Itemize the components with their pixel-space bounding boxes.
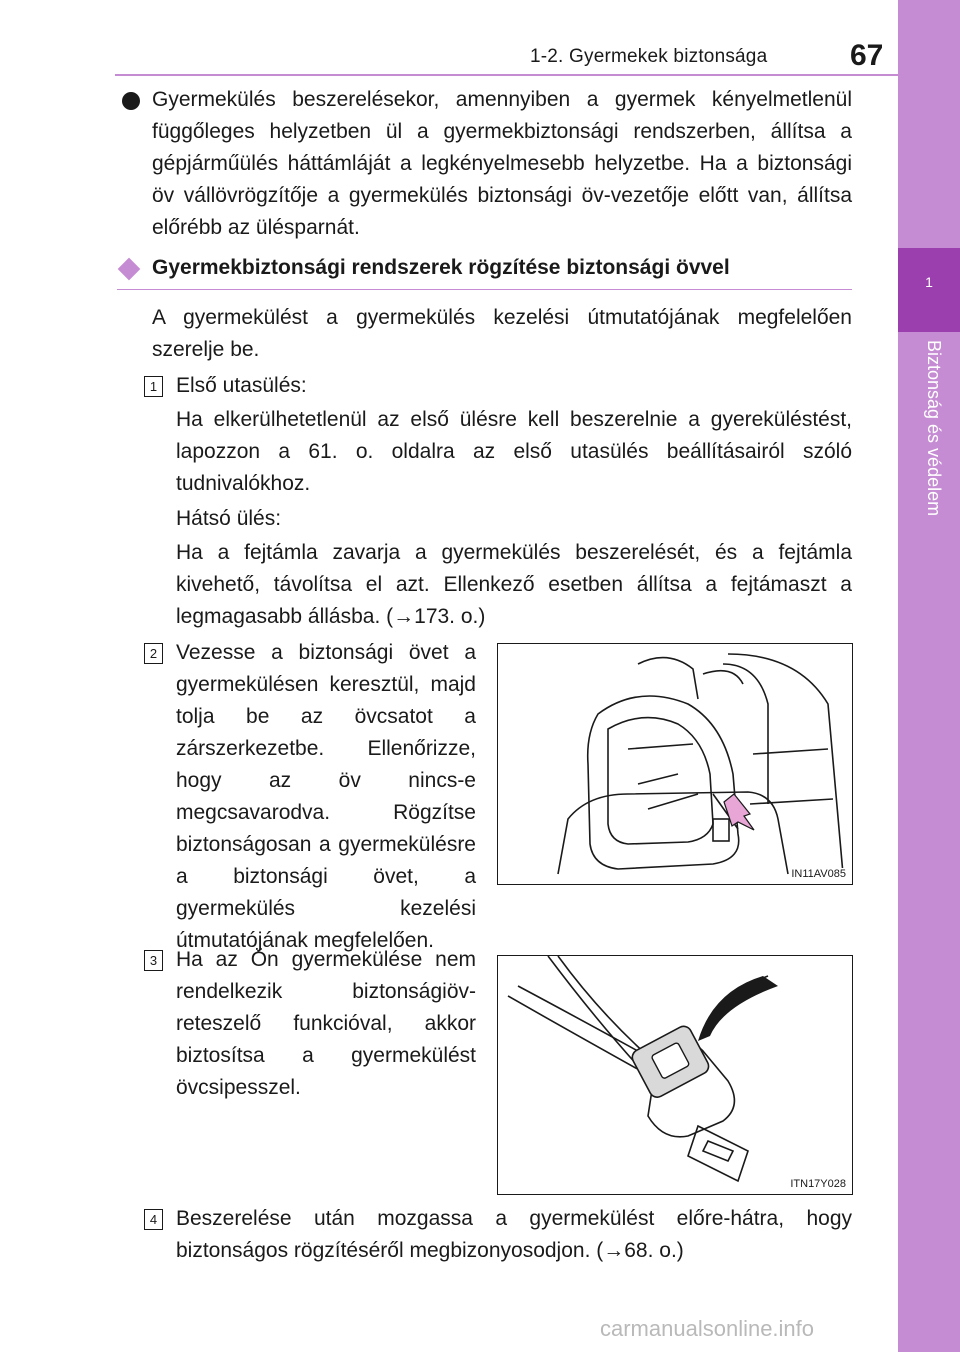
step-1-title: Első utasülés: bbox=[176, 374, 307, 397]
section-heading: Gyermekbiztonsági rendszerek rögzítése biztonsági övvel bbox=[152, 256, 730, 279]
header-divider bbox=[115, 74, 898, 76]
chapter-title-vertical: Biztonság és védelem bbox=[924, 340, 944, 517]
child-seat-illustration bbox=[498, 644, 852, 884]
intro-bullet-text: Gyermekülés beszerelésekor, amennyiben a gyermek kényelmetlenül függőleges helyzetben ül a gyermekbiztonsági rendszerben, állítsa a gépjárműülés háttámláját a legkényelmesebb helyzetbe. Ha a biztonsági öv vállövrögzítője a gyermekülés biztonsági öv-vezetője előtt van, állítsa előrébb az ülésparnát. bbox=[152, 88, 852, 239]
chapter-number-tab[interactable]: 1 bbox=[898, 248, 960, 332]
step-1-rear-text: Ha a fejtámla zavarja a gyermekülés beszerelését, és a fejtámla kivehető, távolítsa el azt. Ellenkező esetben állítsa a fejtámaszt a legmagasabb állásba. (→173. o.) bbox=[176, 541, 852, 628]
step-number-box: 4 bbox=[144, 1209, 163, 1230]
step-4-text: Beszerelése után mozgassa a gyermekülést előre-hátra, hogy biztonságos rögzítéséről megbizonyosodjon. (→68. o.) bbox=[176, 1207, 852, 1262]
chapter-side-tab bbox=[898, 0, 960, 1352]
step-1-text: Ha elkerülhetetlenül az első ülésre kell beszerelnie a gyereküléstést, lapozzon a 61. o. oldalra az első utasülés beállításairól szóló tudnivalókhoz. bbox=[176, 408, 852, 495]
watermark: carmanualsonline.info bbox=[600, 1316, 815, 1341]
section-heading-underline bbox=[117, 289, 852, 290]
figure-code: ITN17Y028 bbox=[790, 1178, 846, 1190]
header-section-title: 1-2. Gyermekek biztonsága bbox=[530, 46, 768, 67]
child-seat-figure bbox=[497, 643, 853, 885]
step-1-rear-title: Hátsó ülés: bbox=[176, 507, 282, 530]
figure-code: IN11AV085 bbox=[791, 868, 846, 880]
diamond-icon bbox=[118, 258, 141, 281]
section-intro: A gyermekülést a gyermekülés kezelési útmutatójának megfelelően szerelje be. bbox=[152, 306, 852, 361]
step-2-text: Vezesse a biztonsági övet a gyermekülésen keresztül, majd tolja be az övcsatot a zárszerkezetbe. Ellenőrizze, hogy az öv nincs-e megcsavarodva. Rögzítse biztonságosan a gyermekülésre a biztonsági övet, a gyermekülés kezelési útmutatójának megfelelően. bbox=[176, 641, 476, 952]
locking-clip-figure bbox=[497, 955, 853, 1195]
step-number-box: 2 bbox=[144, 643, 163, 664]
step-number-box: 1 bbox=[144, 376, 163, 397]
step-3-text: Ha az Ön gyermekülése nem rendelkezik biztonságiöv-reteszelő funkcióval, akkor biztosítsa a gyermekülést övcsipesszel. bbox=[176, 948, 476, 1099]
locking-clip-illustration bbox=[498, 956, 852, 1194]
step-number-box: 3 bbox=[144, 950, 163, 971]
page-number: 67 bbox=[850, 39, 884, 72]
bullet-icon bbox=[122, 92, 140, 110]
